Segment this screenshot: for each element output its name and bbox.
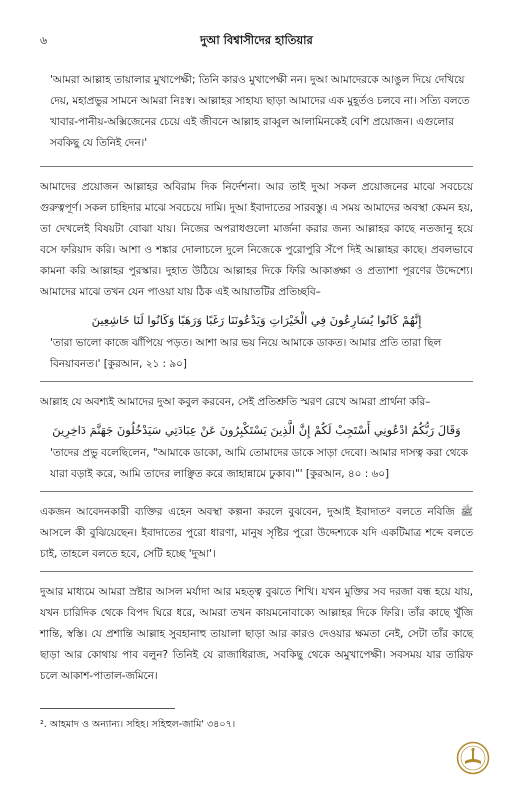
page-content <box>40 70 473 693</box>
footnote-divider <box>40 708 175 709</box>
section-divider <box>40 571 473 572</box>
section-divider <box>40 381 473 382</box>
paragraph: দুআর মাধ্যমে আমরা স্রষ্টার আসল মর্যাদা আর মহত্ত্ব বুঝতে শিখি। যখন মুক্তির সব দরজা বন্ধ হয়ে যায়, যখন চারিদিক থেকে বিপদ ঘিরে ধরে, আমরা তখন কায়মনোবাক্যে আল্লাহর দিকে ফিরি। তাঁর কাছে খুঁজি শান্তি, স্বস্তি। যে প্রশান্তি আল্লাহ সুবহানাহু তায়ালা ছাড়া আর কারও দেওয়ার ক্ষমতা নেই, সেটা তাঁর কাছে ছাড়া আর কোথায় পাব বলুন? তিনিই যে রাজাধিরাজ, সবকিছু থেকে অমুখাপেক্ষী। সবসময় যার তারিফ চলে আকাশ-পাতাল-জমিনে। <box>40 586 473 682</box>
section-divider <box>40 166 473 167</box>
page-header <box>40 32 473 52</box>
paragraph: একজন আবেদনকারী ব্যক্তির এহেন অবস্থা কল্পনা করলে বুঝবেন, দুআই ইবাদাত² বলতে নবিজি ﷺ আসলে কী বুঝিয়েছেন। ইবাদাতের পুরো ধারণা, মানুষ সৃষ্টির পুরো উদ্দেশ্যকে যদি একটিমাত্র শব্দে বলতে চাই, তাহলে বলতে হবে, সেটি হচ্ছে 'দুআ'। <box>40 506 473 560</box>
paragraph: আল্লাহ যে অবশ্যই আমাদের দুআ কবুল করবেন, সেই প্রতিশ্রুতি স্মরণ রেখে আমরা প্রার্থনা করি– <box>40 396 431 408</box>
footnote: ². আহমাদ ও অন্যান্য। সহিহ। সহিহুল-জামি' ৩৪০৭। <box>40 719 236 730</box>
arabic-verse: إِنَّهُمْ كَانُوا يُسَارِعُونَ فِي الْخَيْرَاتِ وَيَدْعُونَنَا رَغَبًا وَرَهَبًا وَكَانُوا لَنَا خَاشِعِينَ <box>91 313 422 327</box>
quote-block: 'আমরা আল্লাহ তায়ালার মুখাপেক্ষী; তিনি কারও মুখাপেক্ষী নন। দুআ আমাদেরকে আঙুল দিয়ে দেখিয়ে দেয়, মহাপ্রভুর সামনে আমরা নিঃস্ব। আল্লাহর সাহায্য ছাড়া আমাদের এক মুহূর্তও চলবে না। সত্যি বলতে খাবার-পানীয়-অক্সিজেনের চেয়ে এই জীবনে আল্লাহ রাব্বুল আলামিনকেই বেশি প্রয়োজন। এগুলোর সবকিছু যে তিনিই দেন।' <box>50 74 470 149</box>
paragraph: আমাদের প্রয়োজন আল্লাহর অবিরাম দিক নির্দেশনা। আর তাই দুআ সকল প্রয়োজনের মাঝে সবচেয়ে গুরুত্বপূর্ণ। সকল চাহিদার মাঝে সবচেয়ে দামি। দুআ ইবাদাতের সারবস্তু। এ সময় আমাদের অবস্থা কেমন হয়, তা দেখলেই বিষয়টা বোঝা যায়। নিজের অপরাধগুলো মার্জনা করার জন্য আল্লাহর কাছে নতজানু হয়ে বসে ফরিয়াদ করি। আশা ও শঙ্কার দোলাচলে দুলে নিজেকে পুরোপুরি সঁপে দিই আল্লাহর কাছে। প্রবলভাবে কামনা করি আল্লাহর পুরস্কার। দুহাত উঠিয়ে আল্লাহর দিকে ফিরি আকাঙ্ক্ষা ও প্রত্যাশা পূরণের উদ্দেশ্যে। আমাদের মাঝে তখন যেন পাওয়া যায় ঠিক এই আয়াতটির প্রতিচ্ছবি– <box>40 181 473 298</box>
verse-translation: 'তাদের প্রভু বলেছিলেন, "আমাকে ডাকো, আমি তোমাদের ডাকে সাড়া দেবো। আমার দাসত্ব করা থেকে যারা বড়াই করে, আমি তাদের লাঞ্ছিত করে জাহান্নামে ঢুকাব।"' [কুরআন, ৪০ : ৬০] <box>50 447 468 480</box>
page-number: ৬ <box>40 34 48 47</box>
running-title: দুআ বিশ্বাসীদের হাতিয়ার <box>200 33 313 47</box>
arabic-verse: وَقَالَ رَبُّكُمُ ادْعُونِي أَسْتَجِبْ لَكُمْ إِنَّ الَّذِينَ يَسْتَكْبِرُونَ عَنْ عِبَادَتِي سَيَدْخُلُونَ جَهَنَّمَ دَاخِرِينَ <box>52 423 461 437</box>
section-divider <box>40 491 473 492</box>
verse-translation: 'তারা ভালো কাজে ঝাঁপিয়ে পড়ত। আশা আর ভয় নিয়ে আমাকে ডাকত। আমার প্রতি তারা ছিল বিনয়াবনত।' [কুরআন, ২১ : ৯০] <box>50 337 442 370</box>
publisher-logo-icon <box>456 741 490 775</box>
